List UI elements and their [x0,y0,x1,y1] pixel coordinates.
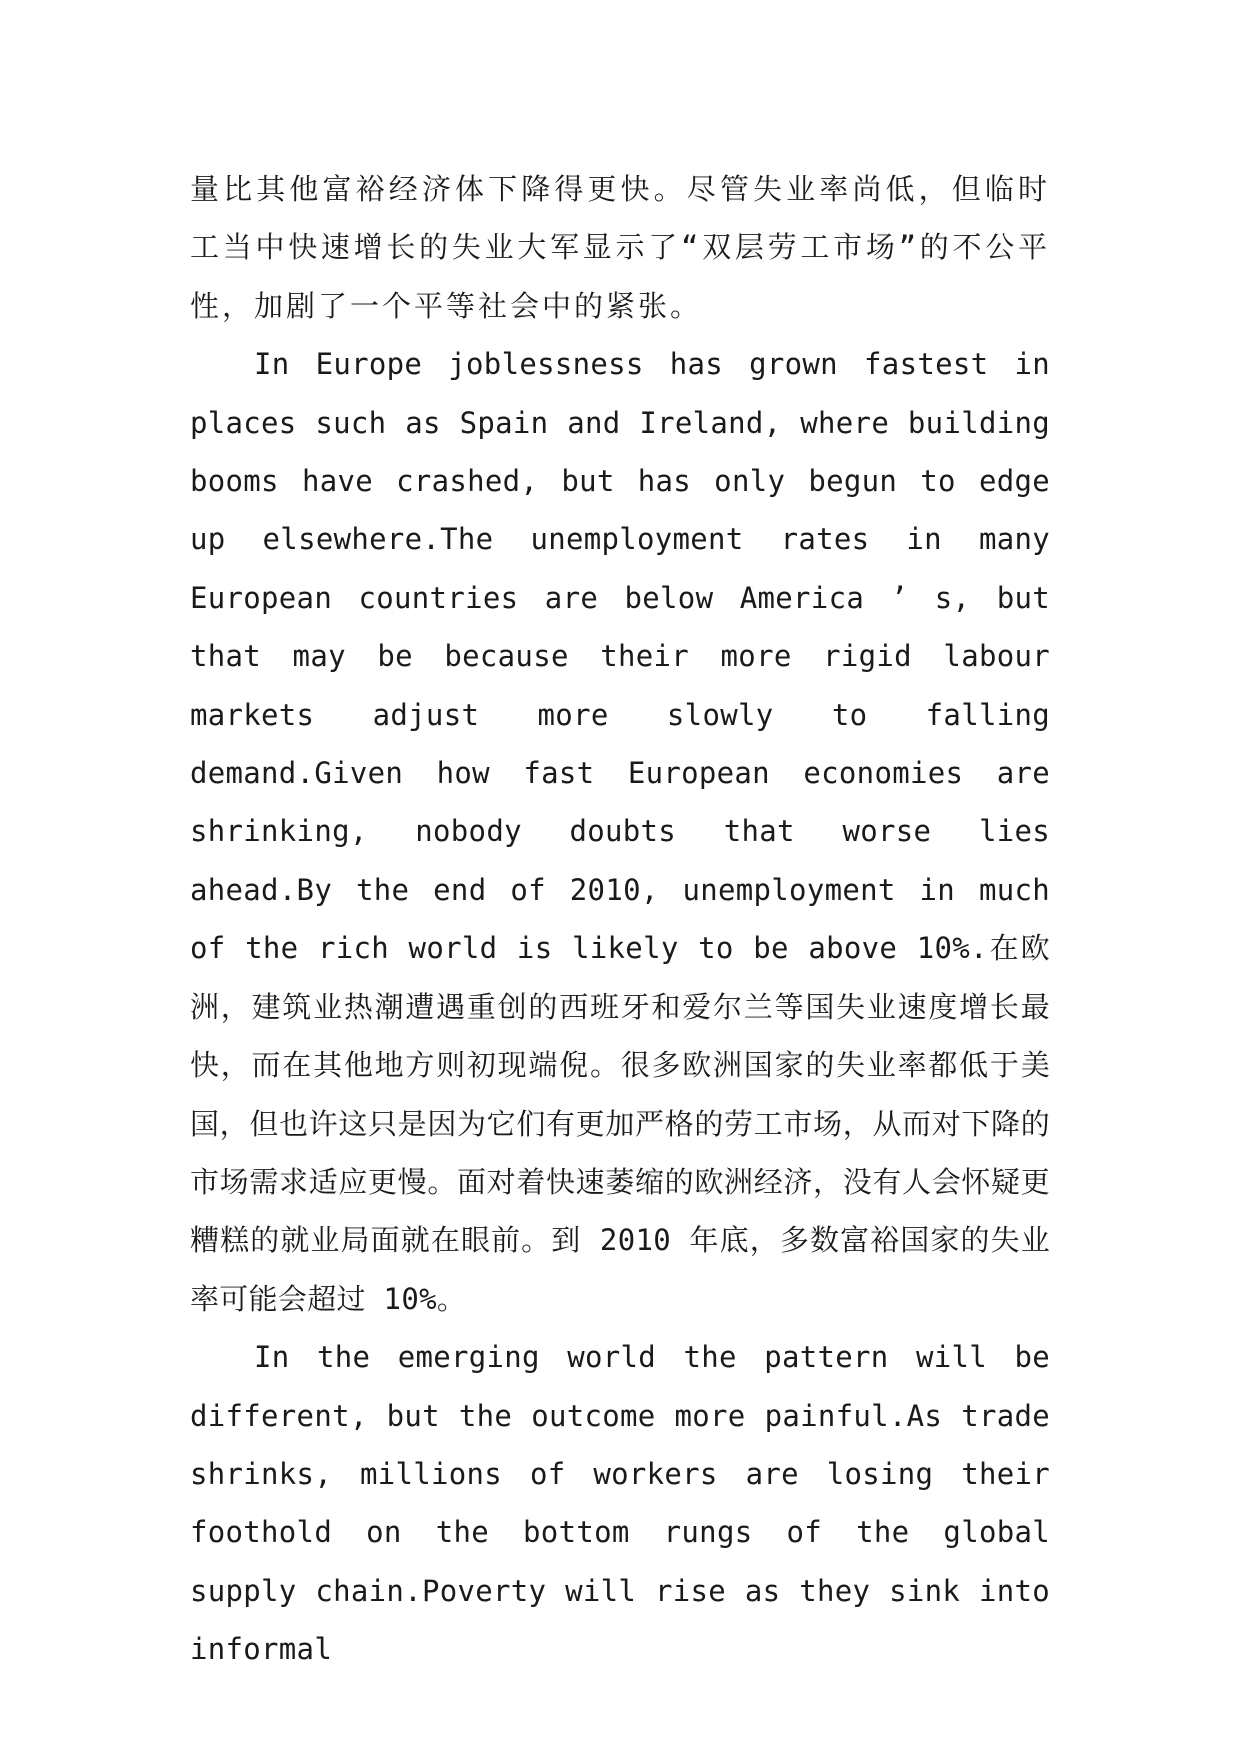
paragraph-2: In Europe joblessness has grown fastest in places such as Spain and Ireland, where building booms have crashed, but has only begun to edge up elsewhere.The unemployment rates in many European countries are below America ’ s, but that may be because their more rigid labour markets adjust more slowly to falling demand.Given how fast European economies are shrinking, nobody doubts that worse lies ahead.By the end of 2010, unemployment in much of the rich world is likely to be above 10%.在欧洲，建筑业热潮遭遇重创的西班牙和爱尔兰等国失业速度增长最快，而在其他地方则初现端倪。很多欧洲国家的失业率都低于美国，但也许这只是因为它们有更加严格的劳工市场，从而对下降的市场需求适应更慢。面对着快速萎缩的欧洲经济，没有人会怀疑更糟糕的就业局面就在眼前。到 2010 年底，多数富裕国家的失业率可能会超过 10%。 [190,347,1050,1316]
paragraph-1: 量比其他富裕经济体下降得更快。尽管失业率尚低，但临时工当中快速增长的失业大军显示了“双层劳工市场”的不公平性，加剧了一个平等社会中的紧张。 [190,172,1050,323]
paragraph-3: In the emerging world the pattern will be different, but the outcome more painful.As trade shrinks, millions of workers are losing their foothold on the bottom rungs of the global supply chain.Poverty will rise as they sink into informal [190,1340,1050,1667]
document-body [190,160,1050,1679]
